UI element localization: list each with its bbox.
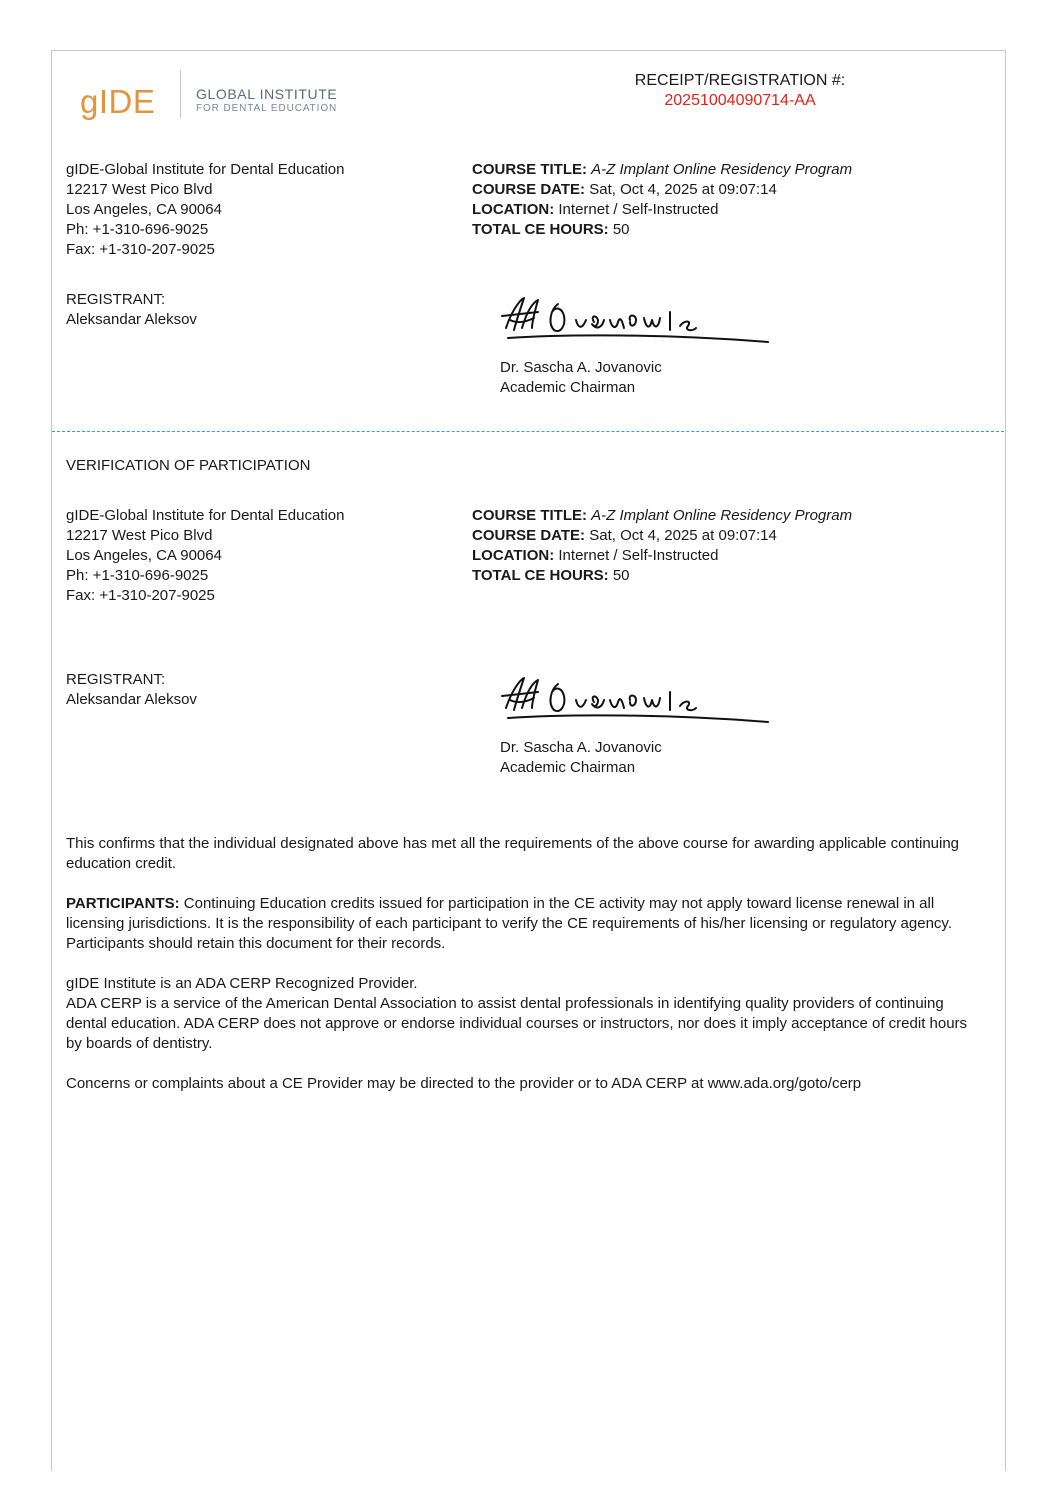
registrant-block-2 [66,670,197,710]
course-location: Internet / Self-Instructed [558,201,719,218]
course-date-row [472,526,852,546]
signer-name: Dr. Sascha A. Jovanovic [500,359,662,376]
address-street: 12217 West Pico Blvd [66,527,213,544]
course-date: Sat, Oct 4, 2025 at 09:07:14 [589,527,777,544]
cerp-line-1: gIDE Institute is an ADA CERP Recognized Provider. [66,975,418,992]
address-phone: Ph: +1-310-696-9025 [66,221,209,238]
course-hours-row [472,566,852,586]
course-date: Sat, Oct 4, 2025 at 09:07:14 [589,181,777,198]
signature-image [498,290,778,350]
signer-title: Academic Chairman [500,759,636,776]
verification-heading-text: VERIFICATION OF PARTICIPATION [66,457,311,474]
signer-name: Dr. Sascha A. Jovanovic [500,739,662,756]
cerp-paragraph [66,974,986,1054]
logo-subname: FOR DENTAL EDUCATION [196,103,338,114]
course-location-row [472,546,852,566]
course-hours-row [472,220,852,240]
participants-label: PARTICIPANTS: [66,895,180,912]
address-city: Los Angeles, CA 90064 [66,547,222,564]
address-block-2 [66,506,344,606]
course-title-label: COURSE TITLE: [472,507,587,524]
course-location-row [472,200,852,220]
course-title: A-Z Implant Online Residency Program [591,507,853,524]
course-date-label: COURSE DATE: [472,527,586,544]
address-city: Los Angeles, CA 90064 [66,201,222,218]
cut-line [52,431,1004,432]
verification-heading [66,456,310,476]
course-title-label: COURSE TITLE: [472,161,587,178]
signer-title: Academic Chairman [500,379,636,396]
receipt-label: RECEIPT/REGISTRATION #: [634,72,846,89]
address-block [66,160,344,260]
course-details [472,160,852,240]
cerp-line-2: ADA CERP is a service of the American Dental Association to assist dental professionals in identifying quality providers of continuing dental education. ADA CERP does not approve or endorse individual courses or instructors, nor does it imply acceptance of credit hours by boards of dentistry. [66,995,968,1052]
participants-paragraph [66,894,986,954]
course-location-label: LOCATION: [472,547,555,564]
gide-logo [80,70,380,126]
course-details-2 [472,506,852,586]
course-hours: 50 [612,221,630,238]
course-hours: 50 [612,567,630,584]
address-org: gIDE-Global Institute for Dental Education [66,507,345,524]
course-hours-label: TOTAL CE HOURS: [472,567,609,584]
signature-image-2 [498,670,778,730]
course-hours-label: TOTAL CE HOURS: [472,221,609,238]
confirmation-paragraph: This confirms that the individual designated above has met all the requirements of the above course for awarding applicable continuing education credit. [66,835,960,872]
course-date-row [472,180,852,200]
concerns-paragraph: Concerns or complaints about a CE Provider may be directed to the provider or to ADA CERP at www.ada.org/goto/cerp [66,1075,862,1092]
address-fax: Fax: +1-310-207-9025 [66,241,215,258]
registrant-name: Aleksandar Aleksov [66,691,197,708]
course-title: A-Z Implant Online Residency Program [591,161,853,178]
logo-divider [180,70,181,118]
address-org: gIDE-Global Institute for Dental Education [66,161,345,178]
course-date-label: COURSE DATE: [472,181,586,198]
participants-text: Continuing Education credits issued for participation in the CE activity may not apply toward license renewal in all licensing jurisdictions. It is the responsibility of each participant to verify the CE requirements of his/her licensing or regulatory agency. Participants should retain this document for their records. [66,895,952,952]
signer-block-2 [500,738,662,778]
receipt-header [560,71,920,111]
signer-block [500,358,662,398]
address-phone: Ph: +1-310-696-9025 [66,567,209,584]
course-location-label: LOCATION: [472,201,555,218]
registrant-name: Aleksandar Aleksov [66,311,197,328]
receipt-number: 20251004090714-AA [664,92,816,109]
course-location: Internet / Self-Instructed [558,547,719,564]
registrant-label: REGISTRANT: [66,291,166,308]
logo-name: GLOBAL INSTITUTE [196,86,338,102]
logo-mark: gIDE [80,83,156,120]
address-street: 12217 West Pico Blvd [66,181,213,198]
registrant-label: REGISTRANT: [66,671,166,688]
address-fax: Fax: +1-310-207-9025 [66,587,215,604]
course-title-row [472,506,852,526]
course-title-row [472,160,852,180]
registrant-block [66,290,197,330]
